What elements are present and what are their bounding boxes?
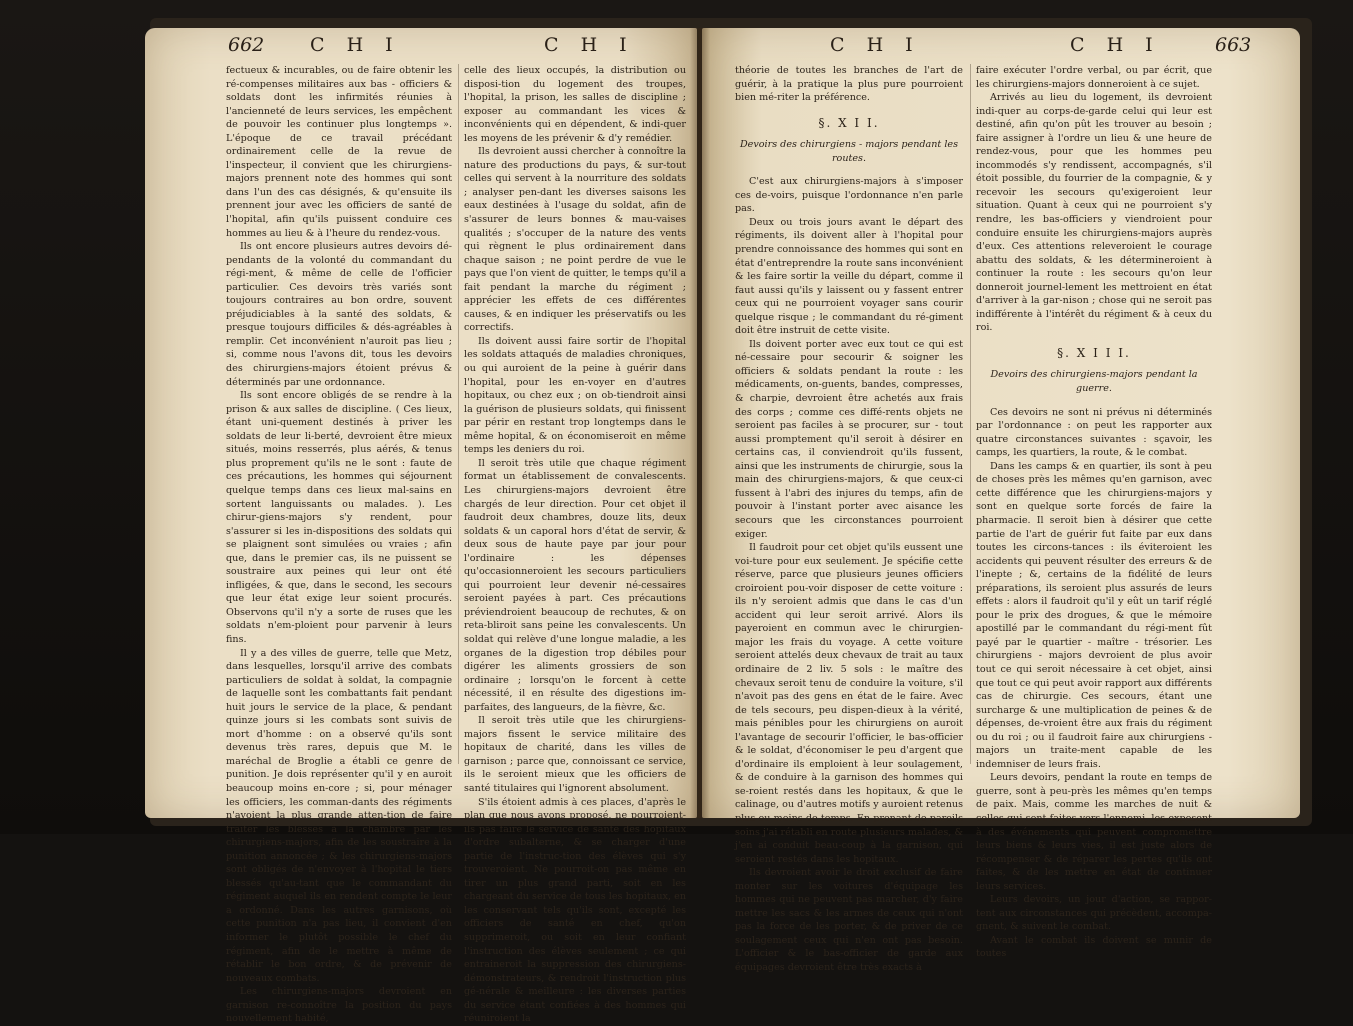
paragraph: Leurs devoirs, pendant la route en temps de guerre, sont à peu-près les mêmes qu'en temps de paix. Mais, comme les marches de nuit & celles qui sont faites vers l'ennemi, les exposent à des événements qui peuvent compromettre leurs biens & leurs vies, il est juste alors de récompenser & de réparer les pertes qu'ils ont faites, & de les mettre en état de continuer leurs services. (976, 772, 1212, 892)
paragraph: Il seroit très utile que chaque régiment format un établissement de convalescents. Les chirurgiens-majors devroient être chargés de leur direction. Pour cet objet il faudroit deux chambres, douze lits, deux soldats & un caporal hors d'état de servir, & deux sous de haute paye par jour pour l'ordinaire : les dépenses qu'occasionneroient les secours particuliers qui pourroient leur devenir né-cessaires seroient payées à part. Ces précautions préviendroient beaucoup de rechutes, & on reta-bliroit sans peine les convalescents. Un soldat qui relève d'une longue maladie, a les organes de la digestion trop débiles pour digérer les aliments grossiers de son ordinaire ; lorsqu'on le forcent à cette nécessité, il en résulte des digestions im-parfaites, des langueurs, de la fièvre, &c. (464, 457, 686, 713)
right-page-number: 663 (1215, 34, 1252, 56)
left-column-1 (226, 64, 452, 1025)
paragraph: Les chirurgiens-majors devroient en garnison re-connoître la position du pays nouvellement habité, (226, 986, 452, 1025)
paragraph: Il seroit très utile que les chirurgiens-majors fissent le service militaire des hopitaux de charité, dans les villes de garnison ; parce que, connoissant ce service, ils le seroient mieux que les officiers de santé titulaires qui l'ignorent absolument. (464, 715, 686, 794)
book-gutter (690, 28, 710, 818)
paragraph: fectueux & incurables, ou de faire obtenir les ré-compenses militaires aux bas - officiers & soldats dont les infirmités réunies à l'ancienneté de leurs services, les empêchent de pouvoir les continuer plus longtemps ». L'époque de ce travail précédant ordinairement celle de la revue de l'inspecteur, il convient que les chirurgiens-majors prennent note des hommes qui sont dans l'un des cas désignés, & qu'ensuite ils prennent jour avec les officiers de santé de l'hopital, afin qu'ils puissent conduire ces hommes au lieu & à l'heure du rendez-vous. (226, 65, 452, 239)
paragraph: Dans les camps & en quartier, ils sont à peu de choses près les mêmes qu'en garnison, avec cette différence que les chirurgiens-majors y sont en quelque sorte forcés de faire la pharmacie. Il seroit bien à désirer que cette partie de l'art de guérir fut faite par eux dans toutes les circons-tances : ils éviteroient les accidents qui peuvent résulter des erreurs & de l'inepte ; &, certains de la fidélité de leurs préparations, ils seroient plus assurés de leurs effets : alors il faudroit qu'il y eût un tarif réglé pour le prix des drogues, & que le mémoire apostillé par le commandant du régi-ment fût payé par le quartier - maître - trésorier. Les chirurgiens - majors devroient de plus avoir tout ce qui seroit nécessaire à cet objet, ainsi que tout ce qui peut avoir rapport aux différents cas de chirurgie. Ces secours, étant une surcharge & une multiplication de peines & de dépenses, de-vroient être aux frais du régiment ou du roi ; ou il faudroit faire aux chirurgiens - majors un traite-ment capable de les indemniser de leurs frais. (976, 460, 1212, 770)
paragraph: Ils sont encore obligés de se rendre à la prison & aux salles de discipline. ( Ces lieux, étant uni-quement destinés à priver les soldats de leur li-berté, devroient être mieux situés, moins resserrés, plus aérés, & tenus plus proprement qu'ils ne le sont : faute de ces précautions, les hommes qui séjournent quelque temps dans ces lieux mal-sains en sortent languissants ou malades. ). Les chirur-giens-majors s'y rendent, pour s'assurer si les in-dispositions des soldats qui se plaignent sont simulées ou vraies ; afin que, dans le premier cas, ils ne puissent se soustraire aux peines qui leur ont été infligées, & que, dans le second, les secours que leur état exige leur soient procurés. Observons qu'il n'y a sorte de ruses que les soldats n'em-ploient pour parvenir à leurs fins. (226, 390, 452, 645)
paragraph: Ils ont encore plusieurs autres devoirs dé-pendants de la volonté du commandant du régi-ment, & même de celle de l'officier particulier. Ces devoirs très variés sont toujours contraires au bon ordre, souvent préjudiciables à la santé des soldats, & presque toujours difficiles & dés-agréables à remplir. Cet inconvénient n'auroit pas lieu ; si, comme nous l'avons dit, tous les devoirs des chirurgiens-majors étoient prévus & déterminés par une ordonnance. (226, 241, 452, 388)
paragraph: Ils doivent porter avec eux tout ce qui est né-cessaire pour secourir & soigner les officiers & soldats pendant la route : les médicaments, on-guents, bandes, compresses, & charpie, devroient être achetés aux frais des corps ; comme ces diffé-rents objets ne seroient pas faciles à se procurer, sur - tout aussi promptement qu'il seroit à désirer en certains cas, il conviendroit qu'ils fussent, ainsi que les instruments de chirurgie, sous la main des chirurgiens-majors, & que ceux-ci fussent à l'abri des injures du temps, afin de pouvoir à l'instant porter avec aisance les secours que les circonstances pourroient exiger. (735, 338, 963, 540)
paragraph: C'est aux chirurgiens-majors à s'imposer ces de-voirs, puisque l'ordonnance n'en parle pas. (735, 176, 963, 215)
left-page-header (228, 34, 688, 64)
left-header-title-1: C H I (310, 34, 401, 56)
paragraph: Avant le combat ils doivent se munir de toutes (976, 934, 1212, 960)
paragraph: faire exécuter l'ordre verbal, ou par écrit, que les chirurgiens-majors donneroient à ce sujet. (976, 65, 1212, 90)
section-title: §. X I I. (818, 115, 880, 130)
right-column-1 (735, 64, 963, 973)
paragraph: Ils devroient aussi chercher à connoître la nature des productions du pays, & sur-tout celles qui servent à la nourriture des soldats ; analyser pen-dant les diverses saisons les eaux destinées à l'usage du soldat, afin de s'assurer de leurs bonnes & mau-vaises qualités ; s'occuper de la nature des vents qui règnent le plus ordinairement dans chaque saison ; ne point perdre de vue le pays que l'on vient de quitter, le temps qu'il a fait pendant la marche du régiment ; apprécier les effets de ces différentes causes, & en indiquer les préservatifs ou les correctifs. (464, 146, 686, 334)
left-page-number: 662 (228, 34, 265, 56)
right-page-header (740, 34, 1270, 64)
paragraph: Ils devroient avoir le droit exclusif de faire monter sur les voitures d'équipage les hommes qui ne peuvent pas marcher, d'y faire mettre les sacs & les armes de ceux qui n'ont pas la force de les porter, & de priver de ce soulagement ceux qui n'en ont pas besoin. L'officier & le bas-officier de garde aux équipages devroient être très exacts à (735, 867, 963, 973)
left-header-title-2: C H I (544, 34, 635, 56)
paragraph: Leurs devoirs, un jour d'action, se rappor-tent aux circonstances qui précèdent, accompa-gnent, & suivent le combat. (976, 894, 1212, 933)
section-subtitle: Devoirs des chirurgiens-majors pendant la guerre. (990, 369, 1198, 395)
section-subtitle: Devoirs des chirurgiens - majors pendant les routes. (739, 139, 959, 164)
paragraph: Ces devoirs ne sont ni prévus ni déterminés par l'ordonnance : on peut les rapporter aux quatre circonstances suivantes : sçavoir, les camps, les quartiers, la route, & le combat. (976, 406, 1212, 459)
paragraph: S'ils étoient admis à ces places, d'après le plan que nous avons proposé, ne pourroient-ils pas faire le service de santé des hopitaux d'ordre subalterne, & se charger d'une partie de l'instruc-tion des élèves qui s'y trouveroient. Ne pourroit-on pas même en tirer un plus grand parti, soit en les chargeant du service de tous les hopitaux, en les conservant tels qu'ils sont, excepté les officiers de santé en chef, qu'on supprimeroit, ou soit en leur confiant l'instruction des élèves seulement ; ce qui entraineroit la suppression des chirurgiens-démonstrateurs, & rendroit l'instruction plus gé-nérale & meilleure : les diverses parties du service étant confiées à des hommes qui réuniroient la (464, 796, 686, 1025)
column-divider (458, 64, 459, 764)
section-title: §. X I I I. (1057, 345, 1131, 360)
paragraph: théorie de toutes les branches de l'art de guérir, à la pratique la plus pure pourroient bien mé-riter la préférence. (735, 65, 963, 104)
paragraph: Ils doivent aussi faire sortir de l'hopital les soldats attaqués de maladies chroniques, ou qui auroient de la peine à guérir dans l'hopital, pour les en-voyer en d'autres hopitaux, ou chez eux ; on ob-tiendroit ainsi la guérison de plusieurs soldats, qui finissent par périr en restant trop longtemps dans le même hopital, & on économiseroit en même temps les deniers du roi. (464, 335, 686, 456)
paragraph: Arrivés au lieu du logement, ils devroient indi-quer au corps-de-garde celui qui leur est destiné, afin qu'on pût les trouver au besoin ; faire assigner à l'ordre un lieu & une heure de rendez-vous, pour que les hommes peu incommodés s'y rendissent, accompagnés, s'il étoit possible, du fourrier de la compagnie, & y recevoir les secours qu'exigeroient leur situation. Quant à ceux qui ne pourroient s'y rendre, les bas-officiers y viendroient pour conduire ensuite les chirurgiens-majors auprès d'eux. Ces attentions releveroient le courage abattu des soldats, & les détermineroient à continuer la route : les secours qu'on leur donneroit journel-lement les mettroient en état d'arriver à la gar-nison ; chose qui ne seroit pas indifférente à l'intérêt du régiment & à ceux du roi. (976, 92, 1212, 334)
paragraph: celle des lieux occupés, la distribution ou disposi-tion du logement des troupes, l'hopital, la prison, les salles de discipline ; exposer au commandant les vices & inconvénients qui en dépendent, & indi-quer les moyens de les prévenir & d'y remédier. (464, 65, 686, 144)
paragraph: Il faudroit pour cet objet qu'ils eussent une voi-ture pour eux seulement. Je spécifie cette réserve, parce que plusieurs jeunes officiers croiroient pou-voir disposer de cette voiture : ils n'y seroient admis que dans le cas d'un accident qui leur seroit arrivé. Alors ils payeroient en commun avec le chirurgien-major les frais du voyage. A cette voiture seroient attelés deux chevaux de trait au taux ordinaire de 2 liv. 5 sols : le maître des chevaux seroit tenu de conduire la voiture, s'il n'avoit pas des gens en état de le faire. Avec de tels secours, peu dispen-dieux à la vérité, mais pénibles pour les chirurgiens on auroit l'avantage de secourir l'officier, le bas-officier & le soldat, d'économiser le peu d'argent que d'ordinaire ils emploient à leur soulagement, & de conduire à la garnison des hommes qui se-roient restés dans les hopitaux, & que le calinage, ou d'autres motifs y auroient retenus plus ou moins de temps. En prenant de pareils soins j'ai rétabli en route plusieurs malades, & j'en ai conduit beau-coup à la garnison, qui seroient restés dans les hopitaux. (735, 542, 963, 865)
right-header-title-2: C H I (1070, 34, 1161, 56)
right-header-title-1: C H I (830, 34, 921, 56)
paragraph: Il y a des villes de guerre, telle que Metz, dans lesquelles, lorsqu'il arrive des combats particuliers de soldat à soldat, la compagnie de laquelle sont les combattants fait pendant huit jours le service de la place, & pendant quinze jours si les combats sont suivis de mort d'homme : on a observé qu'ils sont devenus très rares, depuis que M. le maréchal de Broglie a établi ce genre de punition. Je dois représenter qu'il y en auroit beaucoup moins en-core ; si, pour ménager les officiers, les comman-dants des régiments n'avoient la plus grande atten-tion de faire traiter les blessés à la chambre par les chirurgiens-majors, afin de les soustraire à la punition annoncée ; & les chirurgiens-majors sont obligés de n'envoyer à l'hopital le tiers blessés qu'au-tant que le commandant du régiment auquel ils en rendent compte le leur a ordonné. Dans les autres garnisons, où cette punition n'a pas lieu, il convient d'en informer le plutôt possible le chef du régiment, afin de le mettre à même de rétablir le bon ordre, & de prévenir de nouveaux combats. (226, 647, 452, 984)
column-divider (970, 64, 971, 764)
left-column-2 (464, 64, 686, 1025)
right-column-2 (976, 64, 1212, 960)
paragraph: Deux ou trois jours avant le départ des régiments, ils doivent aller à l'hopital pour prendre connoissance des hommes qui sont en état d'entreprendre la route sans inconvénient & les faire sortir la veille du départ, comme il faut aussi qu'ils y laissent ou y fassent entrer ceux qui ne pourroient voyager sans courir quelque risque ; le commandant du ré-giment doit être instruit de cette visite. (735, 216, 963, 337)
